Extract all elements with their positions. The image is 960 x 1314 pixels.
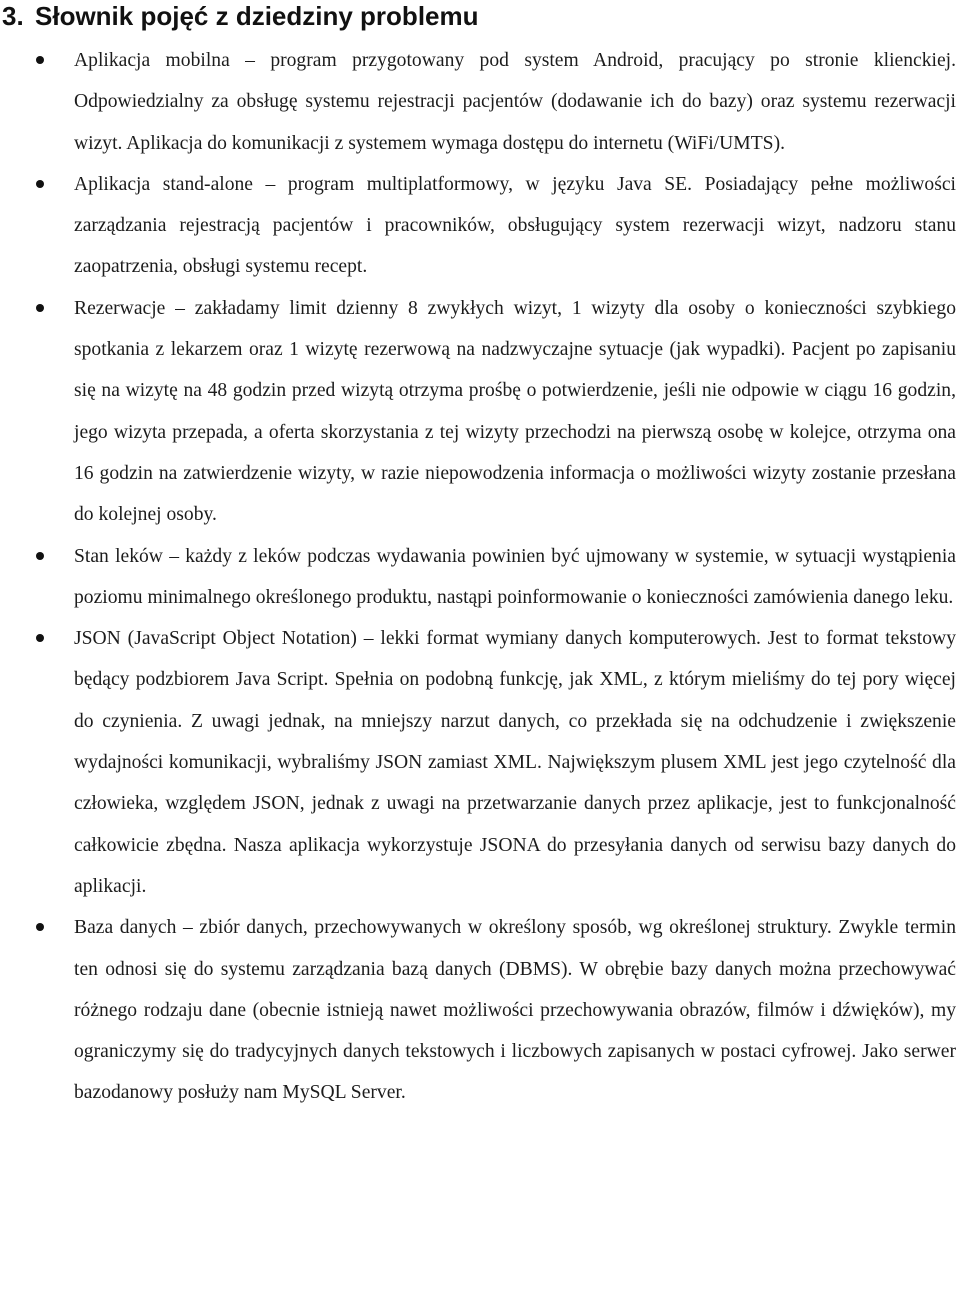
- bullet-icon: [36, 56, 44, 64]
- glossary-item-text: Baza danych – zbiór danych, przechowywanych w określony sposób, wg określonej struktury. Zwykle termin ten odnosi się do systemu zarządzania bazą danych (DBMS). W obrębie bazy danych można przechowywać różnego rodzaju dane (obecnie istnieją nawet możliwości przechowywania obrazów, filmów i dźwięków), my ograniczymy się do tradycyjnych danych tekstowych i liczbowych zapisanych w postaci cyfrowej. Jako serwer bazodanowy posłuży nam MySQL Server.: [74, 917, 956, 1104]
- glossary-list: [0, 40, 960, 1114]
- glossary-item-json: [0, 618, 960, 907]
- glossary-item-text: Aplikacja stand-alone – program multiplatformowy, w języku Java SE. Posiadający pełne możliwości zarządzania rejestracją pacjentów i pracowników, obsługujący system rezerwacji wizyt, nadzoru stanu zaopatrzenia, obsługi systemu recept.: [74, 173, 956, 278]
- glossary-item-drug-stock: [0, 536, 960, 619]
- section-heading: [2, 0, 479, 32]
- bullet-icon: [36, 552, 44, 560]
- bullet-icon: [36, 923, 44, 931]
- glossary-item-mobile-app: [0, 40, 960, 164]
- bullet-icon: [36, 304, 44, 312]
- glossary-item-text: JSON (JavaScript Object Notation) – lekki format wymiany danych komputerowych. Jest to format tekstowy będący podzbiorem Java Script. Spełnia on podobną funkcję, jak XML, z którym mieliśmy do tej pory więcej do czynienia. Z uwagi jednak, na mniejszy narzut danych, co przekłada się na odchudzenie i zwiększenie wydajności komunikacji, wybraliśmy JSON zamiast XML. Największym plusem XML jest jego czytelność dla człowieka, względem JSON, jednak z uwagi na przetwarzanie danych przez aplikacje, jest to funkcjonalność całkowicie zbędna. Nasza aplikacja wykorzystuje JSONA do przesyłania danych od serwisu bazy danych do aplikacji.: [74, 628, 956, 897]
- bullet-icon: [36, 180, 44, 188]
- glossary-item-database: [0, 907, 960, 1113]
- section-number: 3.: [2, 1, 24, 31]
- glossary-item-text: Rezerwacje – zakładamy limit dzienny 8 zwykłych wizyt, 1 wizyty dla osoby o konieczności szybkiego spotkania z lekarzem oraz 1 wizytę rezerwową na nadzwyczajne sytuacje (jak wypadki). Pacjent po zapisaniu się na wizytę na 48 godzin przed wizytą otrzyma prośbę o potwierdzenie, jeśli nie odpowie w ciągu 16 godzin, jego wizyta przepada, a oferta skorzystania z tej wizyty przechodzi na pierwszą osobę w kolejce, otrzyma ona 16 godzin na zatwierdzenie wizyty, w razie niepowodzenia informacja o możliwości wizyty zostanie przesłana do kolejnej osoby.: [74, 297, 956, 526]
- bullet-icon: [36, 634, 44, 642]
- glossary-item-text: Aplikacja mobilna – program przygotowany pod system Android, pracujący po stronie klienckiej. Odpowiedzialny za obsługę systemu rejestracji pacjentów (dodawanie ich do bazy) oraz systemu rezerwacji wizyt. Aplikacja do komunikacji z systemem wymaga dostępu do internetu (WiFi/UMTS).: [74, 50, 956, 154]
- glossary-item-text: Stan leków – każdy z leków podczas wydawania powinien być ujmowany w systemie, w sytuacji wystąpienia poziomu minimalnego określonego produktu, nastąpi poinformowanie o konieczności zamówienia danego leku.: [74, 545, 956, 608]
- glossary-item-standalone-app: [0, 164, 960, 288]
- section-title: Słownik pojęć z dziedziny problemu: [35, 1, 479, 31]
- glossary-item-reservations: [0, 288, 960, 536]
